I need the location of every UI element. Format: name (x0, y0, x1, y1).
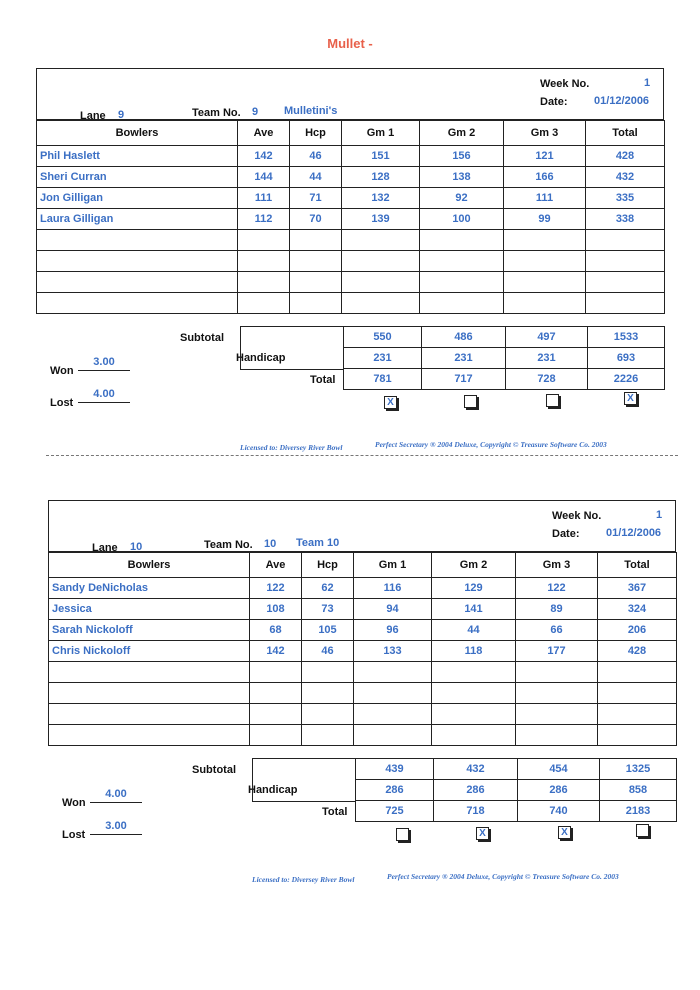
won-value: 4.00 (90, 788, 142, 803)
handicap-total: 858 (600, 780, 677, 801)
subtotal-gm1: 550 (344, 327, 422, 348)
won-value: 3.00 (78, 356, 130, 371)
bowler-gm1-cell: 132 (342, 188, 420, 209)
total-gm1: 725 (356, 801, 434, 822)
bowler-name-cell: Sarah Nickoloff (49, 620, 250, 641)
win-checkbox-gm3[interactable]: X (558, 826, 571, 839)
copyright-text: Perfect Secretary ® 2004 Deluxe, Copyright © Treasure Software Co. 2003 (375, 440, 607, 449)
bowler-gm1-cell (342, 251, 420, 272)
bowler-row (37, 272, 665, 293)
bowler-gm2-cell (420, 251, 504, 272)
total-gm3: 728 (506, 369, 588, 390)
sheet-header-frame (36, 68, 664, 120)
subtotal-row (344, 327, 665, 348)
bowler-gm2-cell: 92 (420, 188, 504, 209)
hcp-header: Hcp (302, 553, 354, 578)
bowler-gm1-cell: 151 (342, 146, 420, 167)
bowler-gm2-cell: 100 (420, 209, 504, 230)
bowler-gm1-cell (342, 293, 420, 314)
win-checkbox-gm2[interactable] (464, 395, 477, 408)
gm3-header: Gm 3 (504, 121, 586, 146)
handicap-row (356, 780, 677, 801)
bowler-name-cell: Sandy DeNicholas (49, 578, 250, 599)
bowler-gm3-cell: 99 (504, 209, 586, 230)
lost-value: 4.00 (78, 388, 130, 403)
bowler-gm2-cell: 44 (432, 620, 516, 641)
subtotal-row (356, 759, 677, 780)
subtotal-gm3: 454 (518, 759, 600, 780)
bowler-ave-cell (250, 683, 302, 704)
bowler-gm3-cell: 121 (504, 146, 586, 167)
bowler-gm3-cell: 66 (516, 620, 598, 641)
total-gm3: 740 (518, 801, 600, 822)
bowler-ave-cell (238, 251, 290, 272)
win-checkbox-gm3[interactable] (546, 394, 559, 407)
bowler-ave-cell: 112 (238, 209, 290, 230)
lane-value: 10 (130, 541, 143, 553)
total-gm2: 718 (434, 801, 518, 822)
bowler-total-cell: 428 (598, 641, 677, 662)
bowler-hcp-cell (302, 704, 354, 725)
bowler-row (49, 704, 677, 725)
ave-header: Ave (238, 121, 290, 146)
bowler-gm2-cell (420, 293, 504, 314)
bowler-hcp-cell (290, 251, 342, 272)
bowler-gm2-cell: 141 (432, 599, 516, 620)
bowler-gm1-cell: 133 (354, 641, 432, 662)
bowler-total-cell: 206 (598, 620, 677, 641)
bowler-gm2-cell: 118 (432, 641, 516, 662)
bowler-gm2-cell (432, 704, 516, 725)
score-sheet (0, 38, 700, 478)
bowler-gm3-cell (504, 251, 586, 272)
subtotal-total: 1325 (600, 759, 677, 780)
bowler-ave-cell (250, 662, 302, 683)
license-text: Licensed to: Diversey River Bowl (240, 443, 343, 452)
bowler-ave-cell: 108 (250, 599, 302, 620)
score-sheet-lane-10 (12, 470, 700, 910)
bowler-gm2-cell (432, 662, 516, 683)
bowler-total-cell: 367 (598, 578, 677, 599)
bowler-hcp-cell (290, 230, 342, 251)
bowler-gm2-cell (432, 683, 516, 704)
lane-label: Lane (80, 110, 106, 122)
bowler-total-cell (586, 272, 665, 293)
score-sheet-lane-9 (0, 38, 700, 478)
date-label: Date: (552, 528, 580, 540)
bowler-gm1-cell (342, 230, 420, 251)
bowler-row (37, 188, 665, 209)
team-no-label: Team No. (204, 539, 253, 551)
bowler-row (37, 293, 665, 314)
bowler-hcp-cell (302, 662, 354, 683)
win-checkbox-total[interactable] (636, 824, 649, 837)
bowler-gm2-cell: 156 (420, 146, 504, 167)
gm1-header: Gm 1 (354, 553, 432, 578)
bowler-gm2-cell (420, 272, 504, 293)
bowler-name-cell (37, 251, 238, 272)
bowler-total-cell: 428 (586, 146, 665, 167)
bowlers-header: Bowlers (37, 121, 238, 146)
subtotal-label: Subtotal (180, 332, 224, 344)
bowler-gm1-cell: 116 (354, 578, 432, 599)
subtotal-gm2: 486 (422, 327, 506, 348)
team-no-value: 10 (264, 538, 277, 550)
bowler-ave-cell: 142 (250, 641, 302, 662)
total-header: Total (598, 553, 677, 578)
bowler-ave-cell: 122 (250, 578, 302, 599)
team-name: Team 10 (296, 537, 340, 549)
bowler-gm2-cell (432, 725, 516, 746)
bowler-table (36, 120, 665, 314)
subtotal-label: Subtotal (192, 764, 236, 776)
bowler-gm1-cell: 139 (342, 209, 420, 230)
hcp-header: Hcp (290, 121, 342, 146)
bowler-total-cell (586, 230, 665, 251)
team-no-value: 9 (252, 106, 259, 118)
won-label: Won (50, 365, 74, 377)
page-title: Mullet - (327, 36, 373, 51)
bowler-ave-cell (250, 704, 302, 725)
bowler-name-cell: Laura Gilligan (37, 209, 238, 230)
bowler-gm1-cell (342, 272, 420, 293)
subtotal-gm3: 497 (506, 327, 588, 348)
week-no-value: 1 (644, 77, 651, 89)
bowler-name-cell (37, 230, 238, 251)
handicap-gm3: 286 (518, 780, 600, 801)
page-divider (46, 455, 678, 456)
bowler-total-cell: 335 (586, 188, 665, 209)
won-label: Won (62, 797, 86, 809)
bowler-gm1-cell: 96 (354, 620, 432, 641)
bowler-ave-cell: 111 (238, 188, 290, 209)
bowler-hcp-cell: 46 (290, 146, 342, 167)
bowler-ave-cell (250, 725, 302, 746)
bowler-row (37, 167, 665, 188)
bowler-name-cell: Chris Nickoloff (49, 641, 250, 662)
lost-value: 3.00 (90, 820, 142, 835)
bowler-ave-cell (238, 272, 290, 293)
lost-label: Lost (62, 829, 86, 841)
bowler-row (37, 230, 665, 251)
license-text: Licensed to: Diversey River Bowl (252, 875, 355, 884)
handicap-gm1: 286 (356, 780, 434, 801)
bowler-row (49, 641, 677, 662)
bowler-ave-cell: 144 (238, 167, 290, 188)
bowler-row (49, 683, 677, 704)
lane-value: 9 (118, 109, 125, 121)
bowler-total-cell (598, 725, 677, 746)
bowler-hcp-cell: 62 (302, 578, 354, 599)
bowler-row (49, 620, 677, 641)
bowler-name-cell (49, 725, 250, 746)
handicap-total: 693 (588, 348, 665, 369)
bowler-hcp-cell: 73 (302, 599, 354, 620)
bowler-total-cell: 338 (586, 209, 665, 230)
bowler-total-cell (586, 251, 665, 272)
bowler-ave-cell (238, 293, 290, 314)
bowler-row (49, 599, 677, 620)
lane-label: Lane (92, 542, 118, 554)
bowler-gm1-cell: 128 (342, 167, 420, 188)
total-header: Total (586, 121, 665, 146)
total-total: 2183 (600, 801, 677, 822)
win-checkbox-total[interactable]: X (624, 392, 637, 405)
team-no-label: Team No. (192, 107, 241, 119)
bowler-gm3-cell (504, 272, 586, 293)
summary-label-box (252, 758, 356, 802)
bowler-gm2-cell: 129 (432, 578, 516, 599)
bowler-hcp-cell (290, 272, 342, 293)
bowler-gm3-cell: 89 (516, 599, 598, 620)
bowler-name-cell: Jon Gilligan (37, 188, 238, 209)
win-checkbox-gm1[interactable] (396, 828, 409, 841)
bowler-gm1-cell (354, 725, 432, 746)
summary-table (355, 758, 677, 822)
gm3-header: Gm 3 (516, 553, 598, 578)
bowler-ave-cell (238, 230, 290, 251)
bowler-gm3-cell: 166 (504, 167, 586, 188)
bowler-total-cell (586, 293, 665, 314)
handicap-row (344, 348, 665, 369)
week-no-value: 1 (656, 509, 663, 521)
bowler-gm1-cell: 94 (354, 599, 432, 620)
date-value: 01/12/2006 (594, 95, 650, 107)
bowler-gm2-cell: 138 (420, 167, 504, 188)
total-row (356, 801, 677, 822)
bowler-row (37, 251, 665, 272)
bowler-hcp-cell (302, 683, 354, 704)
bowler-gm1-cell (354, 704, 432, 725)
bowler-row (49, 578, 677, 599)
bowler-row (49, 662, 677, 683)
bowler-table (48, 552, 677, 746)
bowler-row (37, 146, 665, 167)
bowler-hcp-cell (302, 725, 354, 746)
bowler-gm1-cell (354, 683, 432, 704)
bowler-total-cell: 324 (598, 599, 677, 620)
date-label: Date: (540, 96, 568, 108)
bowler-row (49, 725, 677, 746)
bowler-hcp-cell: 105 (302, 620, 354, 641)
bowler-gm3-cell (504, 230, 586, 251)
handicap-gm2: 231 (422, 348, 506, 369)
bowler-gm3-cell: 122 (516, 578, 598, 599)
handicap-gm2: 286 (434, 780, 518, 801)
date-value: 01/12/2006 (606, 527, 662, 539)
bowler-name-cell (49, 704, 250, 725)
total-gm1: 781 (344, 369, 422, 390)
gm2-header: Gm 2 (420, 121, 504, 146)
gm2-header: Gm 2 (432, 553, 516, 578)
lost-label: Lost (50, 397, 74, 409)
bowler-gm3-cell: 177 (516, 641, 598, 662)
win-checkbox-gm1[interactable]: X (384, 396, 397, 409)
bowler-ave-cell: 142 (238, 146, 290, 167)
bowler-gm3-cell (516, 683, 598, 704)
team-name: Mulletini's (284, 105, 338, 117)
bowler-name-cell (49, 683, 250, 704)
bowler-hcp-cell (290, 293, 342, 314)
handicap-label: Handicap (248, 784, 298, 796)
win-checkbox-gm2[interactable]: X (476, 827, 489, 840)
subtotal-gm2: 432 (434, 759, 518, 780)
handicap-gm1: 231 (344, 348, 422, 369)
bowlers-header: Bowlers (49, 553, 250, 578)
handicap-gm3: 231 (506, 348, 588, 369)
week-no-label: Week No. (540, 78, 590, 90)
bowler-gm3-cell: 111 (504, 188, 586, 209)
bowler-name-cell: Phil Haslett (37, 146, 238, 167)
subtotal-gm1: 439 (356, 759, 434, 780)
bowler-gm3-cell (516, 662, 598, 683)
gm1-header: Gm 1 (342, 121, 420, 146)
bowler-total-cell (598, 662, 677, 683)
summary-label-box (240, 326, 344, 370)
copyright-text: Perfect Secretary ® 2004 Deluxe, Copyright © Treasure Software Co. 2003 (387, 872, 619, 881)
bowler-total-cell: 432 (586, 167, 665, 188)
bowler-gm3-cell (504, 293, 586, 314)
bowler-hcp-cell: 46 (302, 641, 354, 662)
total-total: 2226 (588, 369, 665, 390)
total-row (344, 369, 665, 390)
bowler-ave-cell: 68 (250, 620, 302, 641)
total-gm2: 717 (422, 369, 506, 390)
bowler-gm3-cell (516, 704, 598, 725)
bowler-gm1-cell (354, 662, 432, 683)
score-sheet (12, 470, 700, 910)
total-label: Total (310, 374, 336, 386)
bowler-name-cell (37, 293, 238, 314)
bowler-name-cell: Sheri Curran (37, 167, 238, 188)
bowler-name-cell (49, 662, 250, 683)
bowler-name-cell: Jessica (49, 599, 250, 620)
summary-table (343, 326, 665, 390)
total-label: Total (322, 806, 348, 818)
bowler-gm2-cell (420, 230, 504, 251)
handicap-label: Handicap (236, 352, 286, 364)
bowler-hcp-cell: 44 (290, 167, 342, 188)
bowler-hcp-cell: 71 (290, 188, 342, 209)
bowler-row (37, 209, 665, 230)
bowler-gm3-cell (516, 725, 598, 746)
week-no-label: Week No. (552, 510, 602, 522)
subtotal-total: 1533 (588, 327, 665, 348)
bowler-total-cell (598, 683, 677, 704)
ave-header: Ave (250, 553, 302, 578)
bowler-name-cell (37, 272, 238, 293)
bowler-total-cell (598, 704, 677, 725)
bowler-hcp-cell: 70 (290, 209, 342, 230)
